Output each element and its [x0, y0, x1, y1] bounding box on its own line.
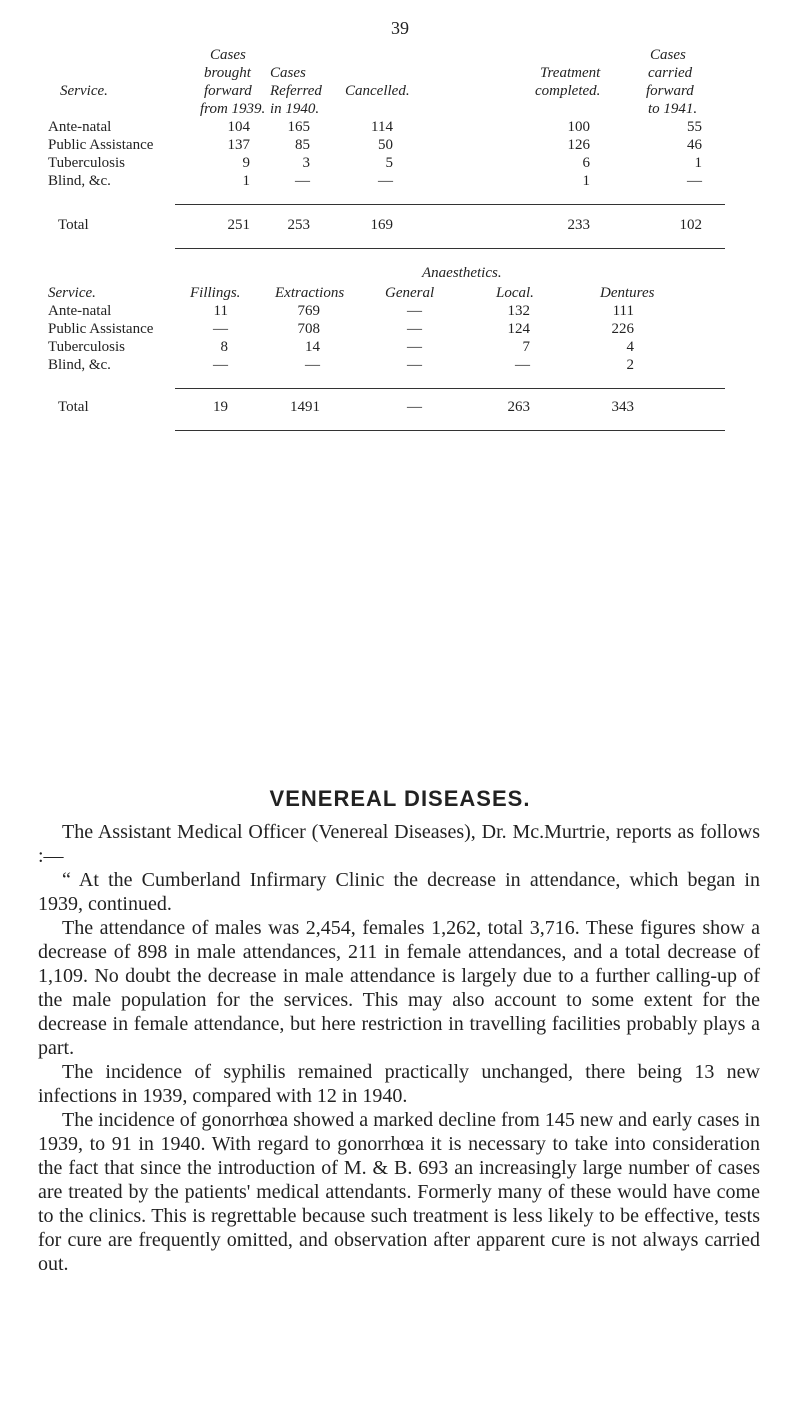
carried-header-3: forward — [646, 83, 694, 99]
general-header: General — [385, 285, 435, 301]
table-cell: 708 — [297, 321, 320, 337]
fillings-header: Fillings. — [190, 285, 241, 301]
table-cell: 111 — [612, 303, 634, 319]
table-row-service: Tuberculosis — [48, 339, 125, 355]
table-cell: 124 — [507, 321, 530, 337]
table-cell: — — [407, 339, 422, 355]
section-title: VENEREAL DISEASES. — [269, 786, 531, 811]
table-cell: 100 — [567, 119, 590, 135]
total-cell: 343 — [611, 399, 634, 415]
total-cell: 19 — [213, 399, 228, 415]
table-cell: 1 — [694, 155, 702, 171]
paragraph: The incidence of gonorrhœa showed a marked decline from 145 new and early cases in 1939, to 91 in 1940. With regard to gonorrhœa it is necessary to take into consideration the fact that since the introduction of M. & B. 693 an increasingly large number of cases are treated by the patients' medical attendants. Formerly many of these would have come to the clinics. This is regrettable because such treatment is less likely to be effective, tests for cure are frequently omitted, and observation after apparent cure is not always carried out. — [38, 1109, 760, 1275]
table-row-service: Public Assistance — [48, 321, 154, 337]
table-row-service: Tuberculosis — [48, 155, 125, 171]
table-cell: 5 — [385, 155, 393, 171]
table-cell: 137 — [227, 137, 250, 153]
carried-header-1: Cases — [650, 47, 686, 63]
referred-header-3: in 1940. — [270, 101, 320, 117]
local-header: Local. — [496, 285, 534, 301]
table-cell: — — [295, 173, 310, 189]
table-cell: 50 — [378, 137, 393, 153]
extractions-header: Extractions — [275, 285, 345, 301]
table-cell: 104 — [227, 119, 250, 135]
report-text — [38, 820, 760, 1276]
total-cell: 253 — [287, 217, 310, 233]
treatment-header-2: completed. — [535, 83, 601, 99]
table-row-service: Public Assistance — [48, 137, 154, 153]
table-row-service: Blind, &c. — [48, 173, 111, 189]
service-header: Service. — [60, 83, 108, 99]
carried-header-4: to 1941. — [648, 101, 698, 117]
total-cell: 1491 — [290, 399, 320, 415]
table-cell: 126 — [567, 137, 590, 153]
page-number: 39 — [391, 18, 409, 38]
total-label: Total — [58, 399, 89, 415]
table-cell: — — [407, 357, 422, 373]
table-cell: — — [515, 357, 530, 373]
paragraph: “ At the Cumberland Infirmary Clinic the decrease in attendance, which began in 1939, continued. — [38, 869, 760, 915]
table-cell: 14 — [305, 339, 320, 355]
paragraph: The Assistant Medical Officer (Venereal Diseases), Dr. Mc.Murtrie, reports as follows :— — [38, 821, 760, 867]
brought-header-3: forward — [204, 83, 252, 99]
dentures-header: Dentures — [600, 285, 655, 301]
anaesthetics-header: Anaesthetics. — [422, 265, 502, 281]
table-cell: 165 — [287, 119, 310, 135]
referred-header-1: Cases — [270, 65, 306, 81]
table-cell: 11 — [213, 303, 228, 319]
paragraph: The incidence of syphilis remained practically unchanged, there being 13 new infections in 1939, compared with 12 in 1940. — [38, 1061, 760, 1107]
table-cell: 769 — [297, 303, 320, 319]
total-cell: 263 — [507, 399, 530, 415]
table-cell: 3 — [302, 155, 310, 171]
table-cell: 4 — [626, 339, 634, 355]
table-cell: 6 — [582, 155, 590, 171]
table-cell: — — [407, 303, 422, 319]
table-cell: 9 — [242, 155, 250, 171]
brought-header-1: Cases — [210, 47, 246, 63]
table-cell: 8 — [220, 339, 228, 355]
table-cell: 55 — [687, 119, 702, 135]
table-cell: 2 — [626, 357, 634, 373]
total-label: Total — [58, 217, 89, 233]
cancelled-header: Cancelled. — [345, 83, 410, 99]
service-header: Service. — [48, 285, 96, 301]
total-cell: 233 — [567, 217, 590, 233]
table-cell: — — [213, 321, 228, 337]
table-rule — [175, 430, 725, 431]
table-row-service: Ante-natal — [48, 303, 112, 319]
total-cell: 169 — [370, 217, 393, 233]
table-cell: 226 — [611, 321, 634, 337]
paragraph: The attendance of males was 2,454, females 1,262, total 3,716. These figures show a decrease of 898 in male attendances, 211 in female attendances, and a total decrease of 1,109. No doubt the decrease in male attendance is largely due to a further calling-up of the male population for the services. This may also account to some extent for the decrease in female attendance, but here restriction in travelling facilities probably plays a part. — [38, 917, 760, 1059]
total-cell: 251 — [227, 217, 250, 233]
table-rule — [175, 388, 725, 389]
table-row-service: Ante-natal — [48, 119, 112, 135]
total-cell: 102 — [679, 217, 702, 233]
table-rule — [175, 204, 725, 205]
table-row-service: Blind, &c. — [48, 357, 111, 373]
table-cell: 114 — [371, 119, 393, 135]
table-rule — [175, 248, 725, 249]
brought-header-2: brought — [204, 65, 251, 81]
table-cell: 46 — [687, 137, 702, 153]
table-cell: 1 — [582, 173, 590, 189]
table-cell: 1 — [242, 173, 250, 189]
table-cell: 7 — [522, 339, 530, 355]
table-cell: — — [213, 357, 228, 373]
table-cell: — — [687, 173, 702, 189]
referred-header-2: Referred — [270, 83, 322, 99]
table-cell: 85 — [295, 137, 310, 153]
table-cell: — — [378, 173, 393, 189]
table-cell: 132 — [507, 303, 530, 319]
carried-header-2: carried — [648, 65, 693, 81]
brought-header-4: from 1939. — [200, 101, 266, 117]
table-cell: — — [407, 321, 422, 337]
table-cell: — — [305, 357, 320, 373]
total-cell: — — [407, 399, 422, 415]
treatment-header-1: Treatment — [540, 65, 601, 81]
